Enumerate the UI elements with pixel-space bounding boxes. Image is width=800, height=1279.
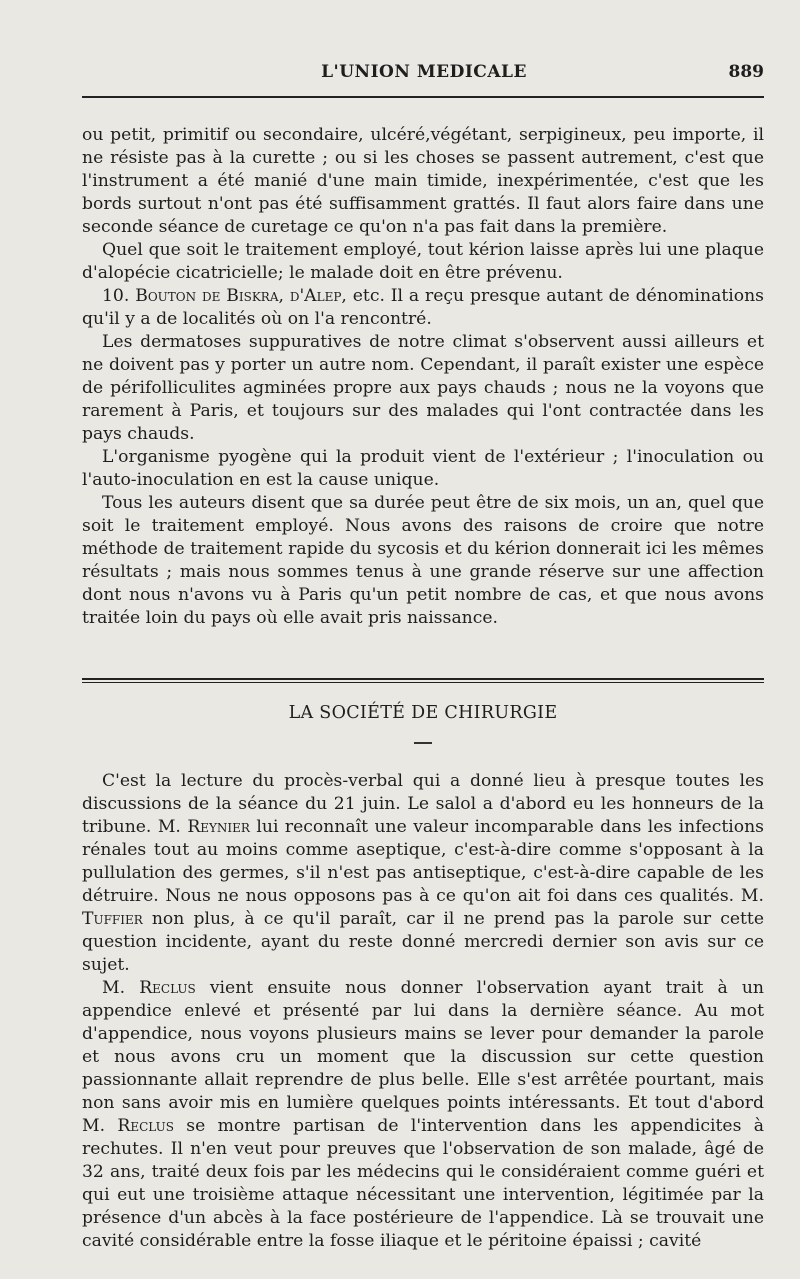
- paragraph-text: lui reconnaît une valeur incomparable dans les infections rénales tout au moins comme aseptique, c'est-à-dire comme s'opposant à la pullulation des germes, s'il n'est pas antiseptique, c'est-à-dire capable de les détruire. Nous ne nous opposons pas à ce qu'on ait foi dans ces qualités. M.: [82, 817, 764, 906]
- page-header: [84, 62, 764, 90]
- paragraph: Les dermatoses suppuratives de notre climat s'observent aussi ailleurs et ne doivent pas y porter un autre nom. Cependant, il paraît exister une espèce de périfolliculites agminées propre aux pays chauds ; nous ne la voyons que rarement à Paris, et toujours sur des malades qui l'ont contractée dans les pays chauds.: [82, 332, 764, 444]
- section-title: LA SOCIÉTÉ DE CHIRURGIE: [288, 703, 558, 723]
- paragraph: Tous les auteurs disent que sa durée peut être de six mois, un an, quel que soit le traitement employé. Nous avons des raisons de croire que notre méthode de traitement rapide du sycosis et du kérion donnerait ici les mêmes résultats ; mais nous sommes tenus à une grande réserve sur une affection dont nous n'avons vu à Paris qu'un petit nombre de cas, et que nous avons traitée loin du pays où elle avait pris naissance.: [82, 493, 764, 628]
- person-name: Reynier: [187, 817, 250, 837]
- paragraph: L'organisme pyogène qui la produit vient de l'extérieur ; l'inoculation ou l'auto-inoculation en est la cause unique.: [82, 447, 764, 490]
- paragraph-text: vient ensuite nous donner l'observation ayant trait à un appendice enlevé et présenté par lui dans la dernière séance. Au mot d'appendice, nous voyons plusieurs mains se lever pour demander la parole et nous avons cru un moment que la discussion sur cette question passionnante allait reprendre de plus belle. Elle s'est arrêtée pourtant, mais non sans avoir mis en lumière quelques points intéressants. Et tout d'abord M.: [82, 978, 764, 1136]
- title-dash: [414, 742, 432, 744]
- paragraph: Quel que soit le traitement employé, tout kérion laisse après lui une plaque d'alopécie cicatricielle; le malade doit en être prévenu.: [82, 240, 764, 283]
- page-number: 889: [728, 62, 764, 82]
- item-heading: Bouton de Biskra, d'Alep,: [135, 286, 347, 306]
- paragraph-text: C'est la lecture du procès-verbal qui a donné lieu à presque toutes les discussions de la séance du 21 juin. Le salol a d'abord eu les honneurs de la tribune. M.: [82, 771, 764, 837]
- paragraph-text: non plus, à ce qu'il paraît, car il ne prend pas la parole sur cette question incidente, ayant du reste donné mercredi dernier son avis sur ce sujet.: [82, 909, 764, 975]
- paragraph-text: etc. Il a reçu presque autant de dénominations qu'il y a de localités où on l'a rencontré.: [82, 286, 764, 329]
- section-divider: [82, 678, 764, 683]
- header-rule: [82, 96, 764, 98]
- paragraph: ou petit, primitif ou secondaire, ulcéré,végétant, serpigineux, peu importe, il ne résiste pas à la curette ; ou si les choses se passent autrement, c'est que l'instrument a été manié d'une main timide, inexpérimentée, c'est que les bords surtout n'ont pas été suffisamment grattés. Il faut alors faire dans une seconde séance de curetage ce qu'on n'a pas fait dans la première.: [82, 125, 764, 237]
- running-title: L'UNION MEDICALE: [321, 62, 527, 82]
- person-name: Tuffier: [82, 909, 143, 929]
- person-name: Reclus: [117, 1116, 174, 1136]
- paragraph-text: M.: [102, 978, 140, 998]
- paragraph-text: se montre partisan de l'intervention dans les appendicites à rechutes. Il n'en veut pour preuves que l'observation de son malade, âgé de 32 ans, traité deux fois par les médecins qui le considéraient comme guéri et qui eut une troisième attaque nécessitant une intervention, légitimée par la présence d'un abcès à la face postérieure de l'appendice. Là se trouvait une cavité considérable entre la fosse iliaque et le péritoine épaissi ; cavité: [82, 1116, 764, 1251]
- person-name: Reclus: [139, 978, 196, 998]
- paragraph: [82, 770, 764, 977]
- section-body: [82, 770, 764, 1253]
- paragraph: [82, 285, 764, 331]
- article-continuation: [82, 124, 764, 630]
- paragraph: [82, 977, 764, 1253]
- item-number: 10.: [102, 286, 130, 306]
